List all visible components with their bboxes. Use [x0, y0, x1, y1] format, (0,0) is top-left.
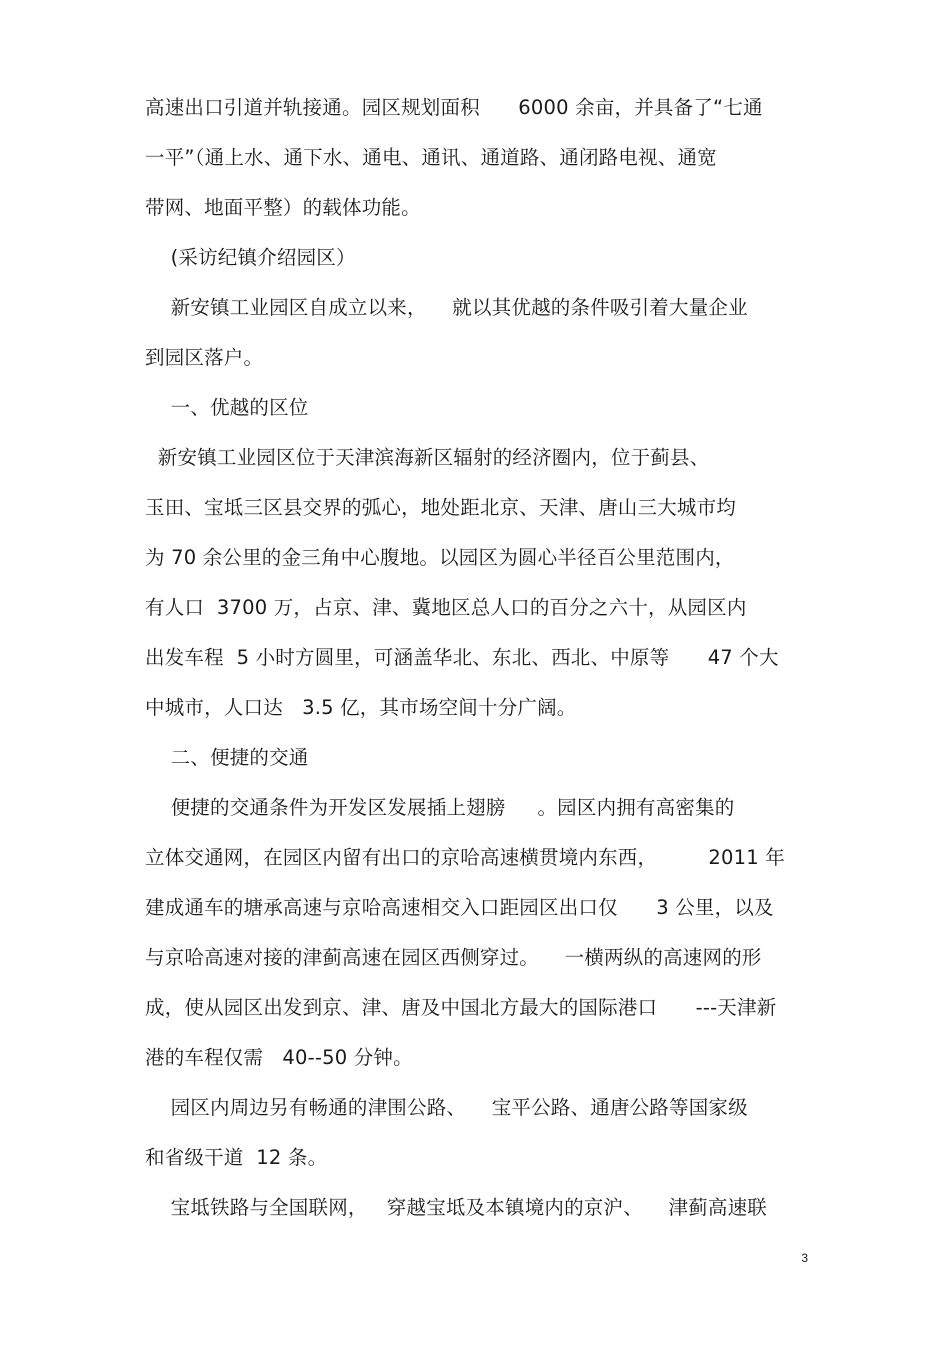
- text-line: 带网、地面平整）的载体功能。: [145, 196, 421, 219]
- text-line: 高速出口引道并轨接通。园区规划面积 6000 余亩，并具备了“七通: [145, 96, 763, 119]
- text-line: 出发车程 5 小时方圆里，可涵盖华北、东北、西北、中原等 47 个大: [145, 646, 779, 669]
- text-line: 新安镇工业园区位于天津滨海新区辐射的经济圈内，位于蓟县、: [145, 446, 710, 469]
- text-line: 新安镇工业园区自成立以来， 就以其优越的条件吸引着大量企业: [145, 296, 748, 319]
- text-line: 到园区落户。: [145, 346, 264, 369]
- text-line: 建成通车的塘承高速与京哈高速相交入口距园区出口仅 3 公里，以及: [145, 896, 774, 919]
- text-line: 与京哈高速对接的津蓟高速在园区西侧穿过。 一横两纵的高速网的形: [145, 946, 762, 969]
- text-line: 园区内周边另有畅通的津围公路、 宝平公路、通唐公路等国家级: [145, 1096, 748, 1119]
- text-line: 立体交通网，在园区内留有出口的京哈高速横贯境内东西， 2011 年: [145, 846, 785, 869]
- page-number: 3: [801, 1251, 808, 1265]
- section-heading: 二、便捷的交通: [145, 746, 309, 769]
- text-line: 玉田、宝坻三区县交界的弧心，地处距北京、天津、唐山三大城市均: [145, 496, 737, 519]
- text-line: 和省级干道 12 条。: [145, 1146, 328, 1169]
- text-line: 成，使从园区出发到京、津、唐及中国北方最大的国际港口 ---天津新: [145, 996, 777, 1019]
- text-line: 港的车程仅需 40--50 分钟。: [145, 1046, 413, 1069]
- section-heading: 一、优越的区位: [145, 396, 309, 419]
- text-line: 有人口 3700 万，占京、津、冀地区总人口的百分之六十，从园区内: [145, 596, 747, 619]
- text-line: 一平”（通上水、通下水、通电、通讯、通道路、通闭路电视、通宽: [145, 146, 717, 169]
- text-line: (采访纪镇介绍园区）: [145, 246, 356, 269]
- text-line: 中城市，人口达 3.5 亿，其市场空间十分广阔。: [145, 696, 577, 719]
- text-line: 便捷的交通条件为开发区发展插上翅膀 。园区内拥有高密集的: [145, 796, 735, 819]
- text-line: 宝坻铁路与全国联网， 穿越宝坻及本镇境内的京沪、 津蓟高速联: [145, 1196, 767, 1219]
- text-line: 为 70 余公里的金三角中心腹地。以园区为圆心半径百公里范围内，: [145, 546, 735, 569]
